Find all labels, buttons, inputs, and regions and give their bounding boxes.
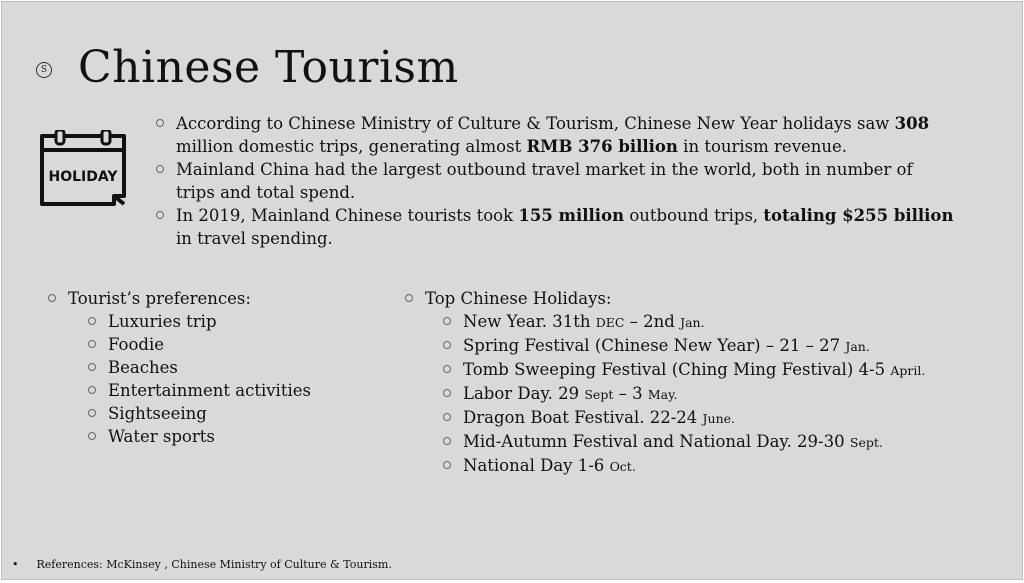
holiday-label: HOLIDAY bbox=[48, 169, 118, 185]
text-run: – 3 bbox=[613, 384, 648, 403]
holiday-item bbox=[441, 430, 925, 454]
text-run: totaling $255 billion bbox=[763, 206, 954, 225]
holiday-item bbox=[441, 358, 925, 382]
text-run: Mainland China had the largest outbound travel market in the world, both in number of trips and total spend. bbox=[176, 160, 913, 202]
text-run: National Day 1-6 bbox=[463, 456, 610, 475]
main-bullets bbox=[154, 112, 954, 250]
text-run: Spring Festival (Chinese New Year) – 21 – 27 bbox=[463, 336, 846, 355]
text-run: Sept bbox=[584, 387, 614, 402]
text-run: 308 bbox=[894, 114, 930, 133]
text-run: Tomb Sweeping Festival (Ching Ming Festival) 4-5 bbox=[463, 360, 891, 379]
text-run: April. bbox=[890, 363, 926, 378]
text-run: million domestic trips, generating almost bbox=[176, 137, 527, 156]
references-text: References: McKinsey , Chinese Ministry of Culture & Tourism. bbox=[36, 558, 392, 571]
references-bullet: • bbox=[12, 558, 19, 571]
preferences-list bbox=[46, 310, 311, 448]
preference-item: Water sports bbox=[86, 425, 311, 448]
preference-item: Entertainment activities bbox=[86, 379, 311, 402]
holiday-item bbox=[441, 406, 925, 430]
holidays-column bbox=[403, 287, 925, 478]
text-run: In 2019, Mainland Chinese tourists took bbox=[176, 206, 519, 225]
text-run: DEC bbox=[595, 315, 625, 330]
text-run: Dragon Boat Festival. 22-24 bbox=[463, 408, 703, 427]
main-bullet bbox=[154, 158, 954, 204]
calendar-icon bbox=[36, 130, 130, 210]
holidays-heading: Top Chinese Holidays: bbox=[403, 287, 925, 310]
text-run: New Year. 31th bbox=[463, 312, 596, 331]
text-run: Labor Day. 29 bbox=[463, 384, 585, 403]
holiday-item bbox=[441, 334, 925, 358]
main-bullet bbox=[154, 112, 954, 158]
preference-item: Luxuries trip bbox=[86, 310, 311, 333]
title-row bbox=[36, 42, 459, 93]
text-run: in tourism revenue. bbox=[677, 137, 848, 156]
slide-title: Chinese Tourism bbox=[78, 42, 459, 93]
text-run: Jan. bbox=[845, 339, 870, 354]
preference-item: Sightseeing bbox=[86, 402, 311, 425]
text-run: outbound trips, bbox=[624, 206, 764, 225]
main-bullet bbox=[154, 204, 954, 250]
text-run: Mid-Autumn Festival and National Day. 29-30 bbox=[463, 432, 850, 451]
slide bbox=[1, 1, 1023, 580]
preferences-heading: Tourist’s preferences: bbox=[46, 287, 311, 310]
text-run: Sept. bbox=[849, 435, 883, 450]
text-run: RMB 376 billion bbox=[526, 137, 678, 156]
preferences-column bbox=[46, 287, 311, 448]
text-run: Oct. bbox=[609, 459, 636, 474]
references-footer bbox=[12, 558, 392, 571]
text-run: According to Chinese Ministry of Culture & Tourism, Chinese New Year holidays saw bbox=[176, 114, 895, 133]
holiday-item bbox=[441, 382, 925, 406]
holiday-item bbox=[441, 454, 925, 478]
preference-item: Foodie bbox=[86, 333, 311, 356]
text-run: June. bbox=[702, 411, 736, 426]
text-run: in travel spending. bbox=[176, 229, 333, 248]
text-run: Jan. bbox=[680, 315, 705, 330]
text-run: 155 million bbox=[518, 206, 625, 225]
text-run: – 2nd bbox=[624, 312, 681, 331]
title-bullet-icon: S bbox=[36, 62, 52, 78]
holidays-list bbox=[403, 310, 925, 478]
holiday-item bbox=[441, 310, 925, 334]
preference-item: Beaches bbox=[86, 356, 311, 379]
text-run: May. bbox=[647, 387, 678, 402]
